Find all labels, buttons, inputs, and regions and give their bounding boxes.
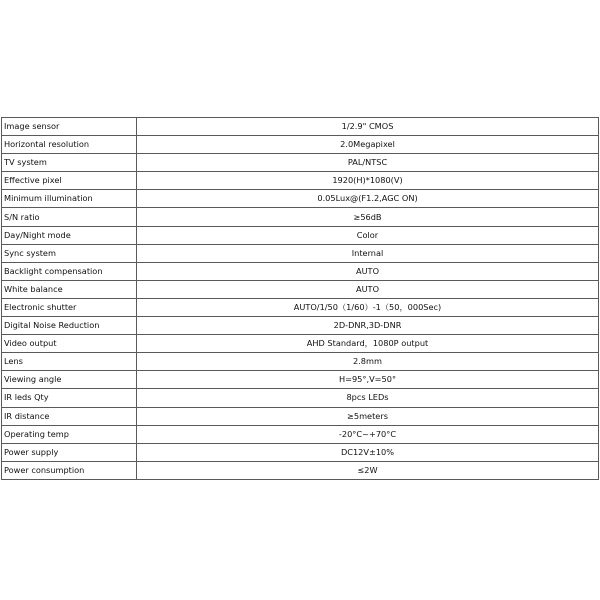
spec-label: Operating temp (2, 425, 137, 443)
spec-label: Sync system (2, 244, 137, 262)
spec-value: 8pcs LEDs (137, 389, 599, 407)
table-row (2, 226, 599, 244)
table-row (2, 262, 599, 280)
table-row (2, 461, 599, 479)
spec-value: AUTO/1/50（1/60）-1（50，000Sec) (137, 298, 599, 316)
spec-value: H=95°,V=50° (137, 371, 599, 389)
spec-value: 2.0Megapixel (137, 136, 599, 154)
table-row (2, 371, 599, 389)
spec-value: DC12V±10% (137, 443, 599, 461)
table-row (2, 335, 599, 353)
table-row (2, 190, 599, 208)
table-row (2, 389, 599, 407)
spec-label: Day/Night mode (2, 226, 137, 244)
spec-label: Lens (2, 353, 137, 371)
table-row (2, 443, 599, 461)
table-row (2, 280, 599, 298)
table-row (2, 208, 599, 226)
spec-label: Power consumption (2, 461, 137, 479)
spec-label: Digital Noise Reduction (2, 317, 137, 335)
spec-label: Electronic shutter (2, 298, 137, 316)
spec-label: Viewing angle (2, 371, 137, 389)
spec-label: Backlight compensation (2, 262, 137, 280)
spec-label: White balance (2, 280, 137, 298)
spec-value: Color (137, 226, 599, 244)
spec-label: Video output (2, 335, 137, 353)
spec-value: 1/2.9" CMOS (137, 118, 599, 136)
table-row (2, 317, 599, 335)
spec-value: ≥5meters (137, 407, 599, 425)
spec-label: TV system (2, 154, 137, 172)
spec-value: -20°C~+70°C (137, 425, 599, 443)
specifications-table (1, 117, 599, 480)
spec-value: AUTO (137, 262, 599, 280)
spec-value: 0.05Lux@(F1.2,AGC ON) (137, 190, 599, 208)
spec-value: 2D-DNR,3D-DNR (137, 317, 599, 335)
spec-label: Image sensor (2, 118, 137, 136)
table-row (2, 407, 599, 425)
spec-value: PAL/NTSC (137, 154, 599, 172)
table-row (2, 172, 599, 190)
table-row (2, 353, 599, 371)
spec-label: IR distance (2, 407, 137, 425)
spec-value: 1920(H)*1080(V) (137, 172, 599, 190)
spec-label: S/N ratio (2, 208, 137, 226)
table-row (2, 298, 599, 316)
spec-label: IR leds Qty (2, 389, 137, 407)
spec-label: Power supply (2, 443, 137, 461)
spec-value: AHD Standard，1080P output (137, 335, 599, 353)
table-row (2, 244, 599, 262)
table-row (2, 118, 599, 136)
table-row (2, 136, 599, 154)
spec-value: AUTO (137, 280, 599, 298)
spec-label: Effective pixel (2, 172, 137, 190)
spec-label: Horizontal resolution (2, 136, 137, 154)
spec-value: ≥56dB (137, 208, 599, 226)
spec-label: Minimum illumination (2, 190, 137, 208)
spec-value: ≤2W (137, 461, 599, 479)
table-row (2, 425, 599, 443)
spec-value: 2.8mm (137, 353, 599, 371)
table-row (2, 154, 599, 172)
spec-value: Internal (137, 244, 599, 262)
